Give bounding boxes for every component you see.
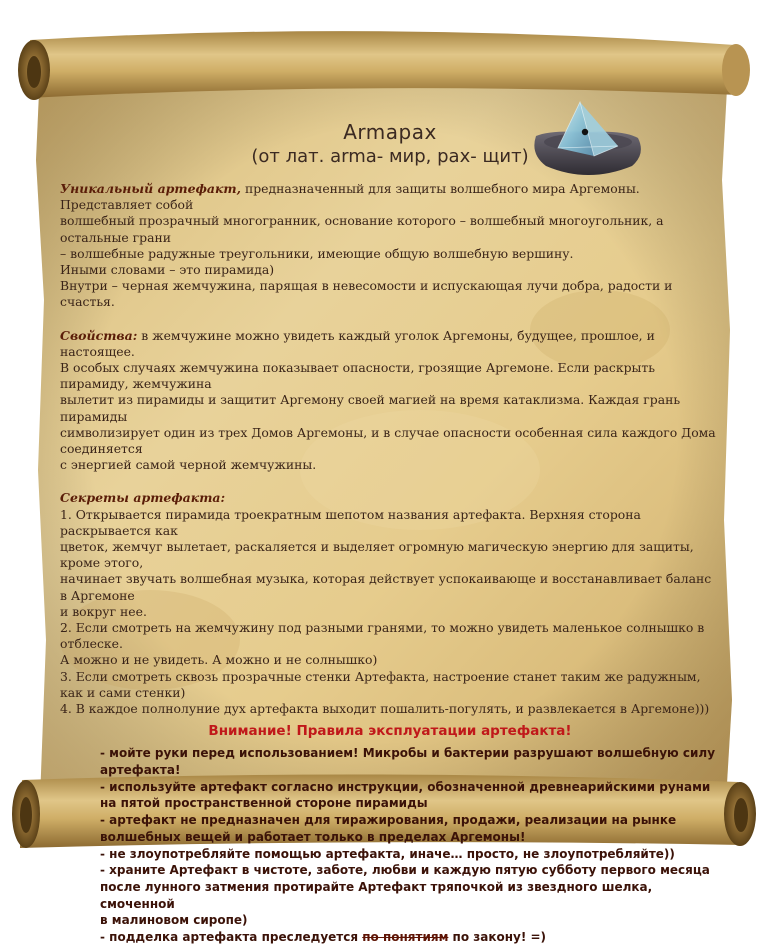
section-properties <box>60 328 720 474</box>
warning-title: Внимание! Правила эксплуатации артефакта! <box>208 723 572 740</box>
rule-line: - мойте руки перед использованием! Микробы и бактерии разрушают волшебную силу <box>100 746 716 761</box>
unique-text-1: предназначенный для защиты волшебного мира Аргемоны. Представляет собой <box>60 181 640 213</box>
unique-line-1 <box>60 181 720 213</box>
unique-heading: Уникальный артефакт, <box>60 181 241 196</box>
secrets-heading: Секреты артефакта: <box>60 490 226 506</box>
secrets-line-5: 2. Если смотреть на жемчужину под разными гранями, то можно увидеть маленькое солнышко в отблеске. <box>60 620 705 652</box>
rule-line: - артефакт не предназначен для тиражирования, продажи, реализации на рынке <box>100 813 677 828</box>
unique-line-4: Иными словами – это пирамида) <box>60 262 275 278</box>
rule-line: после лунного затмения протирайте Артефакт тряпочкой из звездного шелка, смоченной <box>100 879 653 911</box>
rule-line: - не злоупотребляйте помощью артефакта, иначе… просто, не злоупотребляйте)) <box>100 846 675 861</box>
section-secrets <box>60 490 720 717</box>
secrets-line-3: начинает звучать волшебная музыка, которая действует успокаивающе и восстанавливает баланс в Аргемоне <box>60 571 712 603</box>
secrets-line-7: 3. Если смотреть сквозь прозрачные стенки Артефакта, настроение станет таким же радужным, <box>60 668 701 684</box>
properties-line-4: символизирует один из трех Домов Аргемоны, и в случае опасности особенная сила каждого Дома соединяется <box>60 424 716 457</box>
secrets-line-6: А можно и не увидеть. А можно и не солнышко) <box>60 652 378 668</box>
unique-line-5: Внутри – черная жемчужина, парящая в невесомости и испускающая лучи добра, радости и счастья. <box>60 278 673 310</box>
secrets-line-4: и вокруг нее. <box>60 603 147 619</box>
rules-list <box>100 745 720 945</box>
rule-line: на пятой пространственной стороне пирамиды <box>100 796 428 811</box>
page-title <box>60 120 720 167</box>
rule-line: артефакта! <box>100 763 181 777</box>
rule-line: - храните Артефакт в чистоте, заботе, любви и каждую пятую субботу первого месяца <box>100 863 710 878</box>
last-rule-strikethrough: по понятиям <box>362 930 449 945</box>
title-line-2: (от лат. arma- мир, pax- щит) <box>251 146 529 167</box>
secrets-line-1: 1. Открывается пирамида троекратным шепотом названия артефакта. Верхняя сторона раскрывается как <box>60 506 641 538</box>
section-unique <box>60 181 720 311</box>
unique-line-2: волшебный прозрачный многогранник, основание которого – волшебный многоугольник, а остальные грани <box>60 213 664 245</box>
properties-line-1 <box>60 328 720 360</box>
last-rule-suffix: по закону! =) <box>448 930 547 945</box>
unique-line-3: – волшебные радужные треугольники, имеющие общую волшебную вершину. <box>60 245 574 261</box>
properties-heading: Свойства: <box>60 327 138 343</box>
properties-line-3: вылетит из пирамиды и защитит Аргемону своей магией на время катаклизма. Каждая грань пирамиды <box>60 392 681 424</box>
properties-text-1: в жемчужине можно увидеть каждый уголок Аргемоны, будущее, прошлое, и настоящее. <box>60 327 655 359</box>
scroll-content <box>60 120 720 946</box>
rule-line: в малиновом сиропе) <box>100 913 248 928</box>
secrets-heading-line <box>60 490 720 506</box>
last-rule-prefix: - подделка артефакта преследуется <box>100 930 363 945</box>
properties-line-2: В особых случаях жемчужина показывает опасности, грозящие Аргемоне. Если раскрыть пирамиду, жемчужина <box>60 360 655 392</box>
rule-line: волшебных вещей и работает только в пределах Аргемоны! <box>100 829 526 844</box>
secrets-line-9: 4. В каждое полнолуние дух артефакта выходит пошалить-погулять, и развлекается в Аргемоне))) <box>60 701 710 717</box>
rule-line-last <box>100 929 720 946</box>
rule-line: - используйте артефакт согласно инструкции, обозначенной древнеарийскими рунами <box>100 779 711 794</box>
title-line-1: Armapax <box>343 120 437 144</box>
secrets-line-8: как и сами стенки) <box>60 684 186 700</box>
secrets-line-2: цветок, жемчуг вылетает, раскаляется и выделяет огромную магическую энергию для защиты, кроме этого, <box>60 539 694 571</box>
properties-line-5: с энергией самой черной жемчужины. <box>60 457 317 473</box>
